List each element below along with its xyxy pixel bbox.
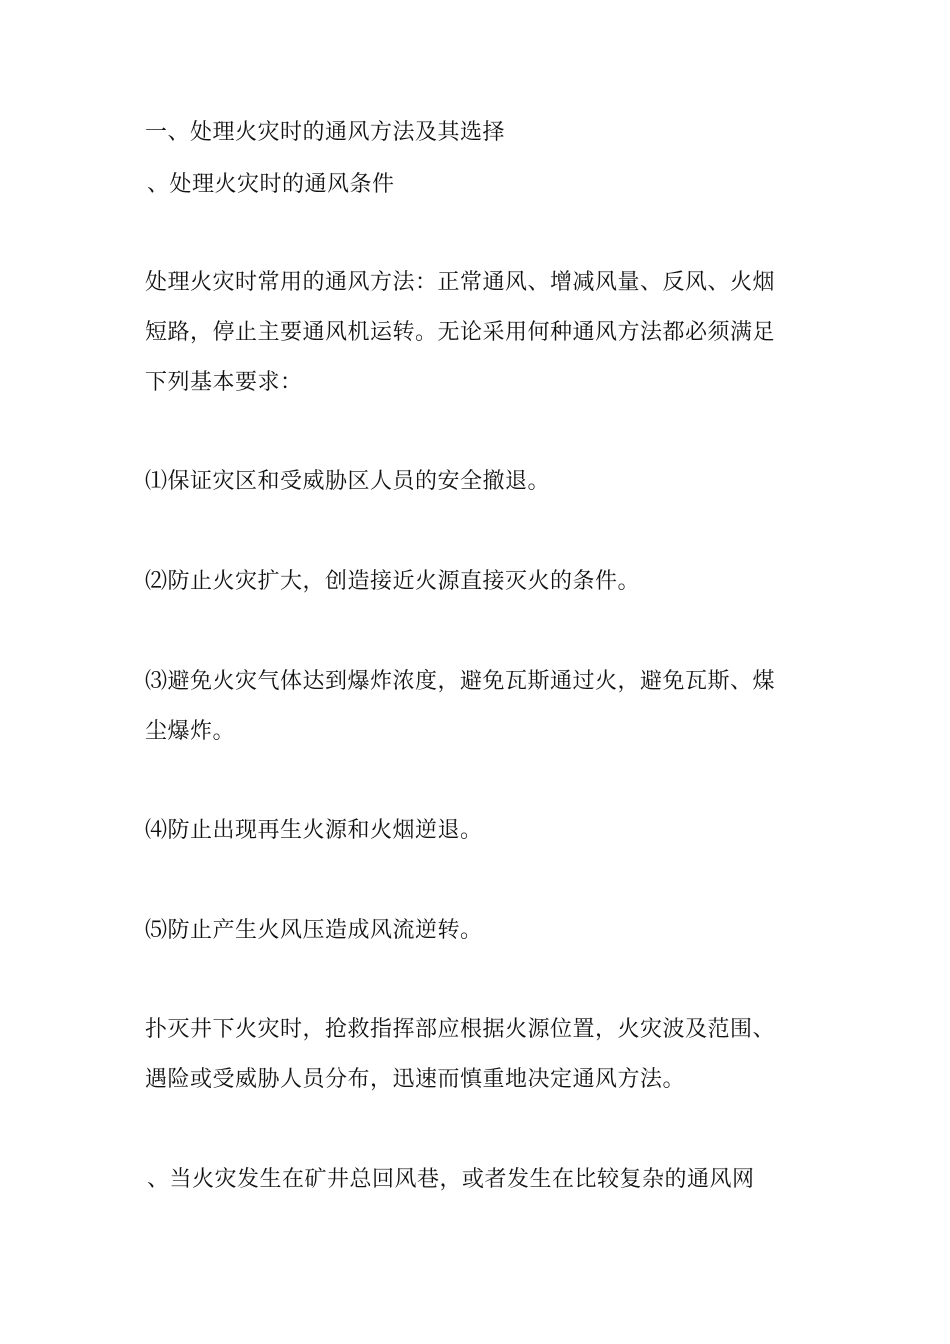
section-heading: 一、处理火灾时的通风方法及其选择: [145, 120, 506, 145]
intro-line-3: 下列基本要求：: [145, 370, 303, 395]
requirement-2: ⑵防止火灾扩大，创造接近火源直接灭火的条件。: [145, 569, 641, 594]
requirement-4: ⑷防止出现再生火源和火烟逆退。: [145, 818, 483, 843]
paragraph-2-line-2: 遇险或受威胁人员分布，迅速而慎重地决定通风方法。: [145, 1067, 686, 1092]
requirement-1: ⑴保证灾区和受威胁区人员的安全撤退。: [145, 469, 551, 494]
intro-line-1: 处理火灾时常用的通风方法：正常通风、增减风量、反风、火烟: [145, 270, 776, 295]
requirement-5: ⑸防止产生火风压造成风流逆转。: [145, 918, 483, 943]
intro-line-2: 短路，停止主要通风机运转。无论采用何种通风方法都必须满足: [145, 320, 776, 345]
subsection-heading: 、处理火灾时的通风条件: [147, 172, 395, 197]
paragraph-3-line-1: 、当火灾发生在矿井总回风巷，或者发生在比较复杂的通风网: [147, 1167, 755, 1192]
paragraph-2-line-1: 扑灭井下火灾时，抢救指挥部应根据火源位置，火灾波及范围、: [145, 1017, 776, 1042]
requirement-3-line-2: 尘爆炸。: [145, 719, 236, 744]
requirement-3-line-1: ⑶避免火灾气体达到爆炸浓度，避免瓦斯通过火，避免瓦斯、煤: [145, 669, 776, 694]
